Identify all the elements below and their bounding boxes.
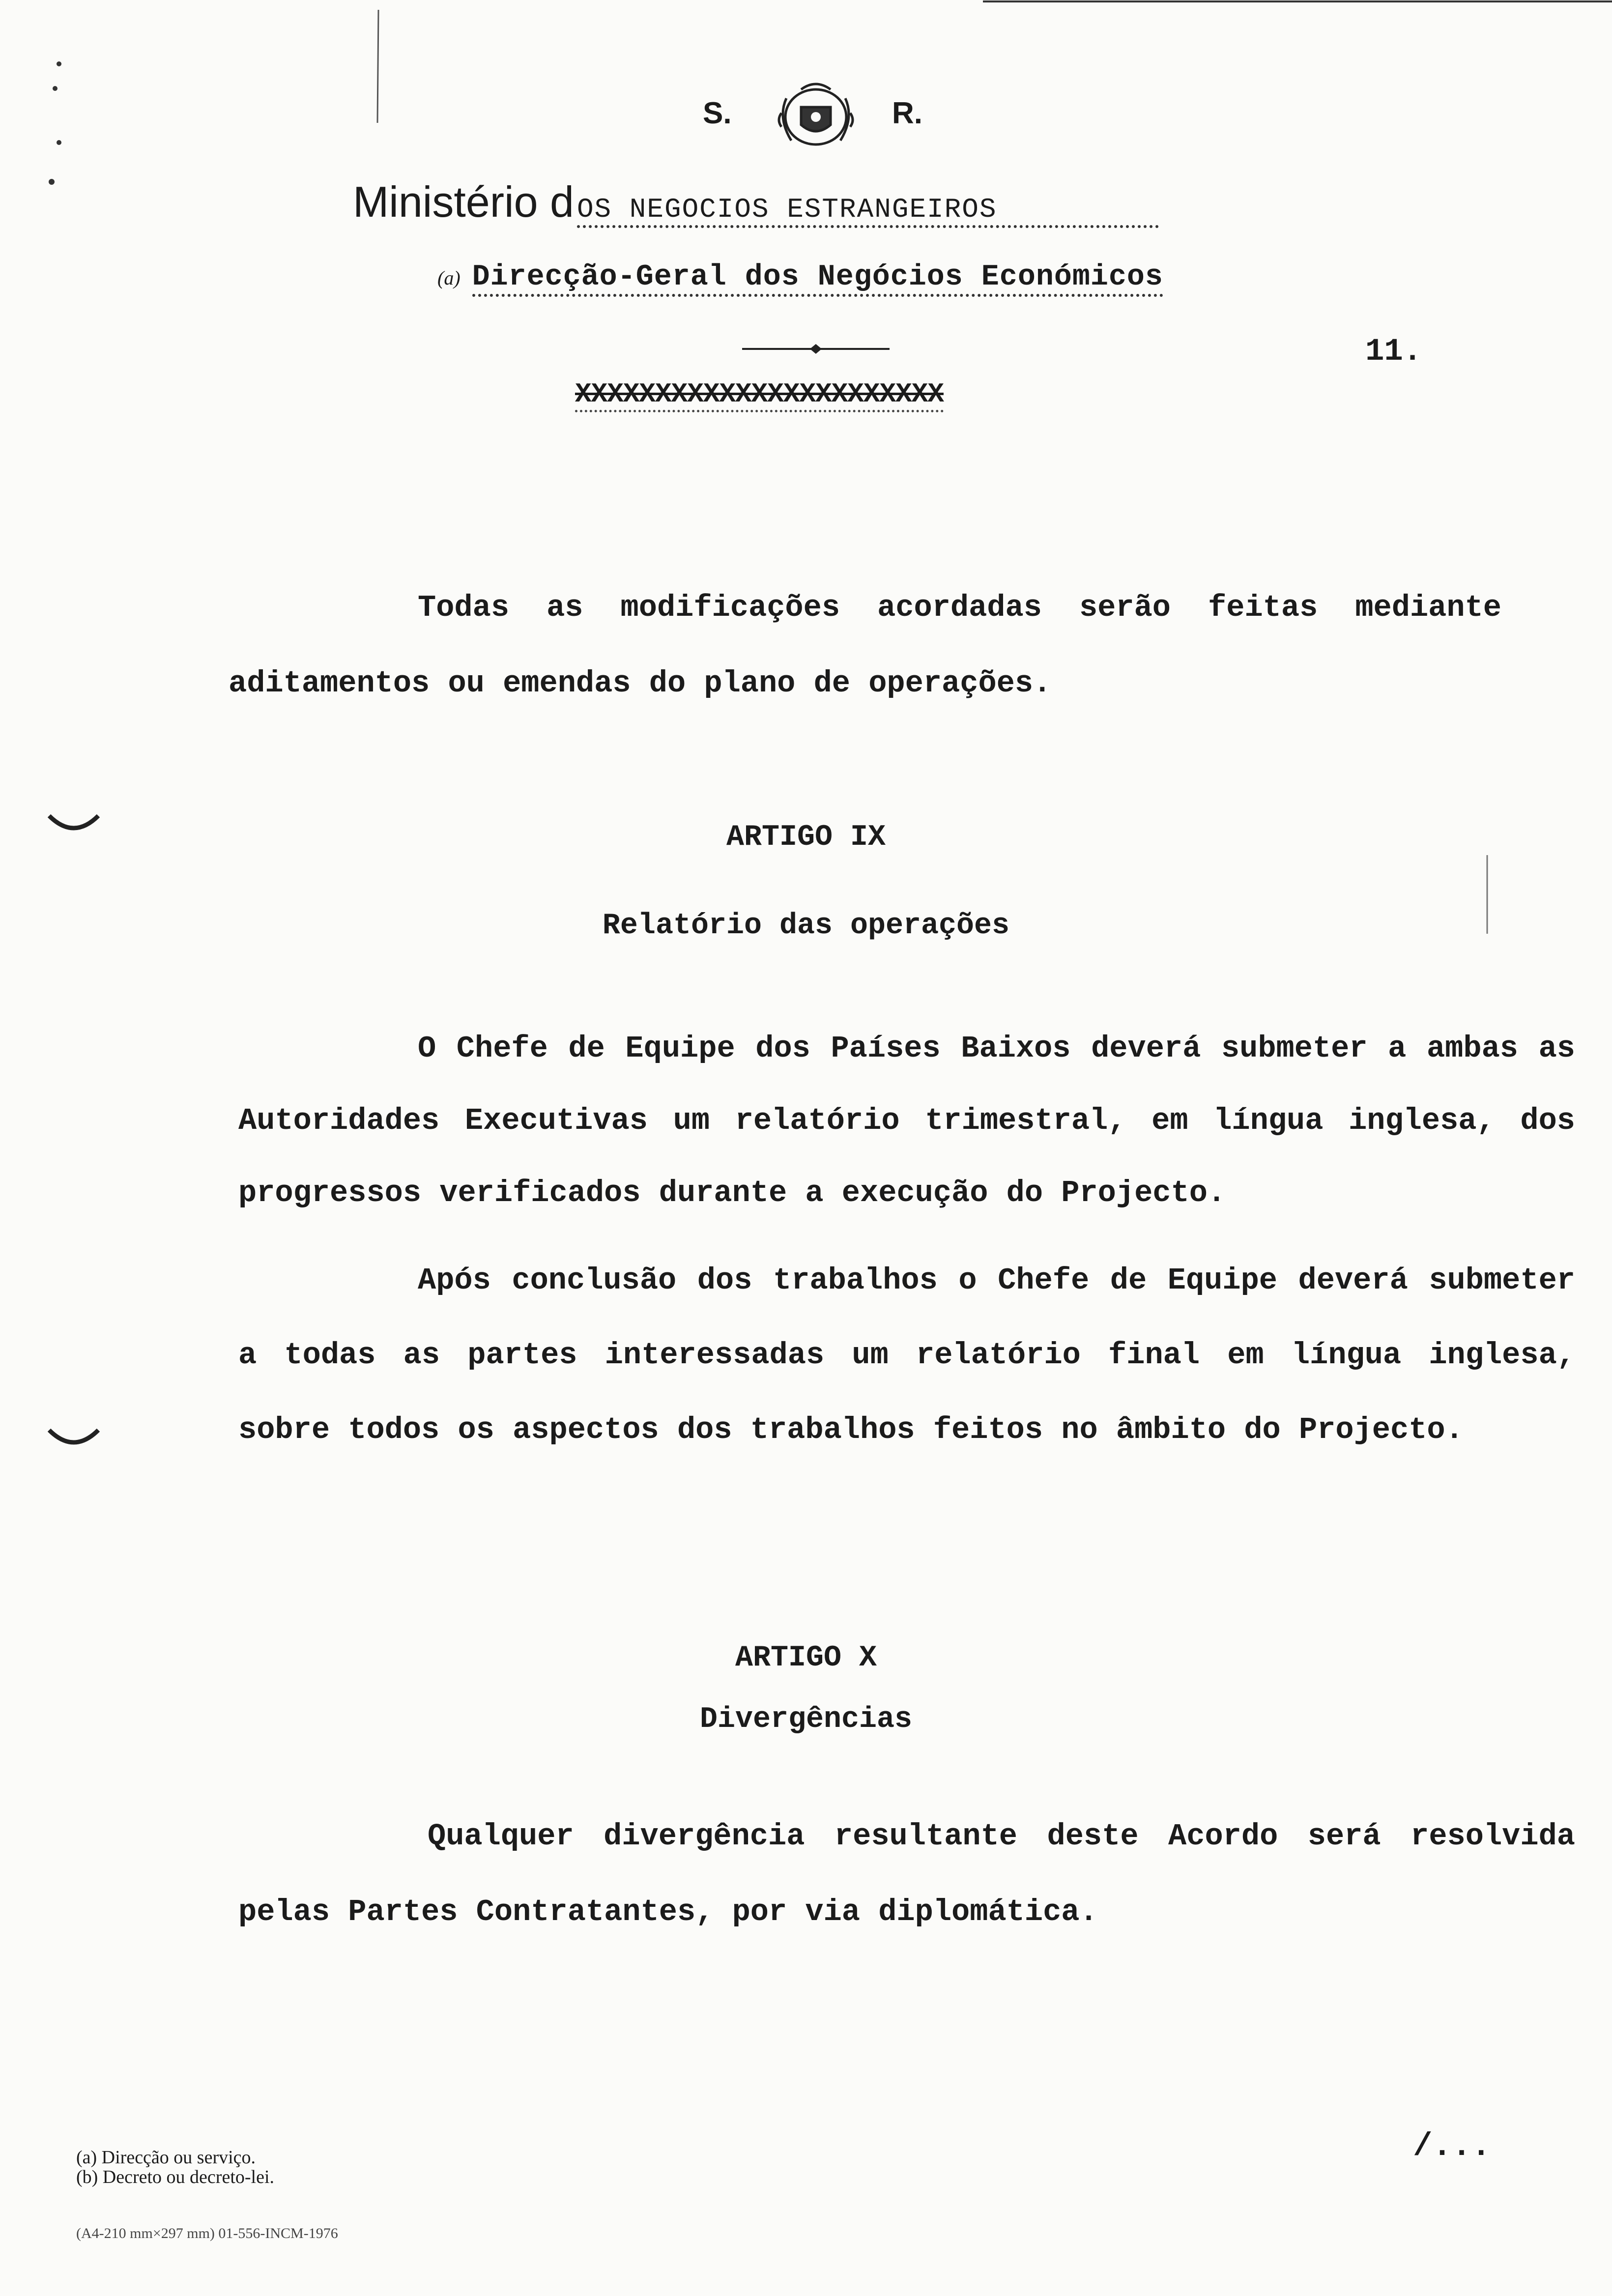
- header-divider: [742, 343, 890, 355]
- direccao-value: Direcção-Geral dos Negócios Económicos: [472, 260, 1163, 297]
- scan-speck-marks: [44, 54, 74, 201]
- footnotes: [76, 2148, 274, 2187]
- scan-line-mark: [374, 10, 383, 123]
- article-9-paragraph-2: Após conclusão dos trabalhos o Chefe de Equipe deverá submeter a todas as partes interessadas um relatório final em língua inglesa, sobre todos os aspectos dos trabalhos feitos no âmbito do Projecto.: [238, 1263, 1575, 1447]
- ministry-name: OS NEGOCIOS ESTRANGEIROS: [577, 194, 1159, 228]
- paragraph-modifications: Todas as modificações acordadas serão feitas mediante aditamentos ou emendas do plano de operações.: [229, 590, 1501, 701]
- footnote-b: (b) Decreto ou decreto-lei.: [76, 2167, 275, 2187]
- header-s-letter: S.: [703, 96, 732, 130]
- continuation-mark: /...: [1413, 2128, 1491, 2165]
- direccao-line: [437, 260, 1163, 294]
- direccao-marker: (a): [437, 267, 461, 289]
- article-10-title: Divergências: [699, 1703, 913, 1736]
- page-number: 11.: [1365, 334, 1422, 370]
- struck-out-line: XXXXXXXXXXXXXXXXXXXXXXX: [575, 378, 944, 412]
- print-line: (A4-210 mm×297 mm) 01-556-INCM-1976: [76, 2225, 338, 2241]
- coat-of-arms-icon: [772, 79, 860, 157]
- header-r-letter: R.: [892, 96, 922, 130]
- article-9-heading: ARTIGO IX: [726, 821, 886, 854]
- footnote-a: (a) Direcção ou serviço.: [76, 2147, 256, 2168]
- scan-line-mark: [1484, 855, 1490, 934]
- binding-hole-mark: [44, 1425, 103, 1455]
- article-10-paragraph-1: Qualquer divergência resultante deste Acordo será resolvida pelas Partes Contratantes, por via diplomática.: [238, 1819, 1575, 1929]
- article-9-title: Relatório das operações: [602, 909, 1010, 943]
- article-10-heading: ARTIGO X: [735, 1641, 877, 1675]
- binding-hole-mark: [44, 811, 103, 840]
- ministry-heading: [353, 177, 1159, 227]
- ministry-prefix: Ministério d: [353, 177, 574, 226]
- scan-edge-mark: [983, 0, 1612, 4]
- article-9-paragraph-1: O Chefe de Equipe dos Países Baixos deverá submeter a ambas as Autoridades Executivas um relatório trimestral, em língua inglesa, dos progressos verificados durante a execução do Projecto.: [238, 1031, 1575, 1210]
